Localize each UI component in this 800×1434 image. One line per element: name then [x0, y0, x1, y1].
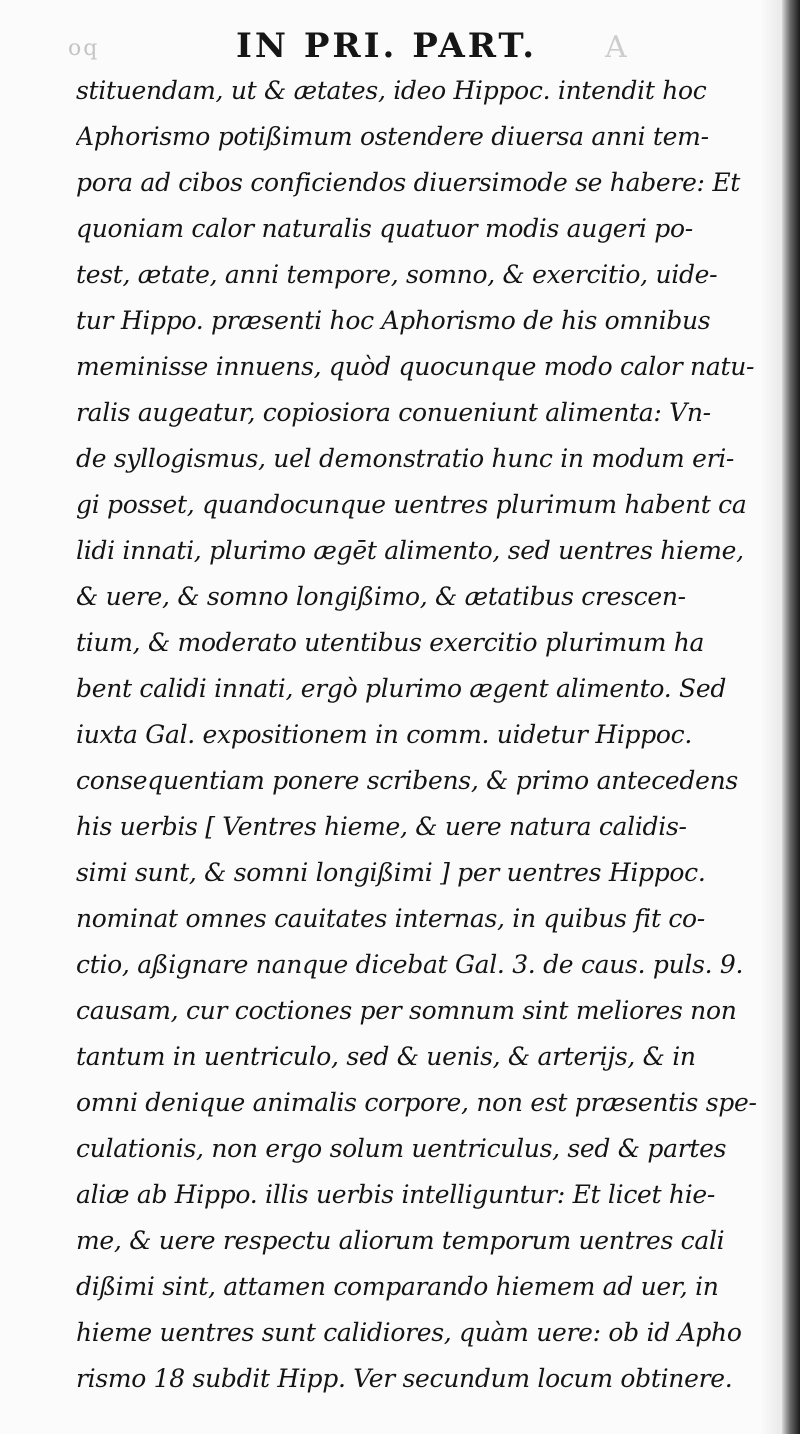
text-line: causam, cur coctiones per somnum sint meliores non: [76, 996, 737, 1025]
text-line: rismo 18 subdit Hipp. Ver secundum locum obtinere.: [76, 1364, 733, 1393]
text-line: nominat omnes cauitates internas, in quibus fit co-: [76, 904, 705, 933]
running-head: IN PRI. PART.: [236, 26, 538, 66]
bleed-through-text-left: oq: [68, 36, 100, 61]
bleed-through-text-right: A: [605, 30, 627, 65]
body-text: [76, 68, 766, 1402]
text-line: lidi innati, plurimo ægēt alimento, sed uentres hieme,: [76, 536, 744, 565]
text-line: hieme uentres sunt calidiores, quàm uere: ob id Apho: [76, 1318, 742, 1347]
text-line: tur Hippo. præsenti hoc Aphorismo de his omnibus: [76, 306, 711, 335]
text-line: stituendam, ut & ætates, ideo Hippoc. intendit hoc: [76, 76, 707, 105]
text-line: omni denique animalis corpore, non est præsentis spe-: [76, 1088, 757, 1117]
text-line: de syllogismus, uel demonstratio hunc in modum eri-: [76, 444, 735, 473]
text-line: simi sunt, & somni longißimi ] per uentres Hippoc.: [76, 858, 706, 887]
text-line: culationis, non ergo solum uentriculus, sed & partes: [76, 1134, 727, 1163]
text-line: test, ætate, anni tempore, somno, & exercitio, uide-: [76, 260, 718, 289]
text-line: tantum in uentriculo, sed & uenis, & arterijs, & in: [76, 1042, 696, 1071]
text-line: dißimi sint, attamen comparando hiemem ad uer, in: [76, 1272, 719, 1301]
text-line: ctio, aßignare nanque dicebat Gal. 3. de caus. puls. 9.: [76, 950, 744, 979]
text-line: bent calidi innati, ergò plurimo ægent alimento. Sed: [76, 674, 727, 703]
text-line: iuxta Gal. expositionem in comm. uidetur Hippoc.: [76, 720, 693, 749]
text-line: me, & uere respectu aliorum temporum uentres cali: [76, 1226, 725, 1255]
text-line: consequentiam ponere scribens, & primo antecedens: [76, 766, 738, 795]
text-line: quoniam calor naturalis quatuor modis augeri po-: [76, 214, 693, 243]
text-line: his uerbis [ Ventres hieme, & uere natura calidis-: [76, 812, 687, 841]
text-line: tium, & moderato utentibus exercitio plurimum ha: [76, 628, 705, 657]
page-gutter: [782, 0, 800, 1434]
text-line: aliæ ab Hippo. illis uerbis intelliguntur: Et licet hie-: [76, 1180, 716, 1209]
text-line: & uere, & somno longißimo, & ætatibus crescen-: [76, 582, 686, 611]
text-line: meminisse innuens, quòd quocunque modo calor natu-: [76, 352, 755, 381]
text-line: gi posset, quandocunque uentres plurimum habent ca: [76, 490, 747, 519]
text-line: ralis augeatur, copiosiora conueniunt alimenta: Vn-: [76, 398, 711, 427]
text-line: Aphorismo potißimum ostendere diuersa anni tem-: [76, 122, 709, 151]
text-line: pora ad cibos conficiendos diuersimode se habere: Et: [76, 168, 741, 197]
